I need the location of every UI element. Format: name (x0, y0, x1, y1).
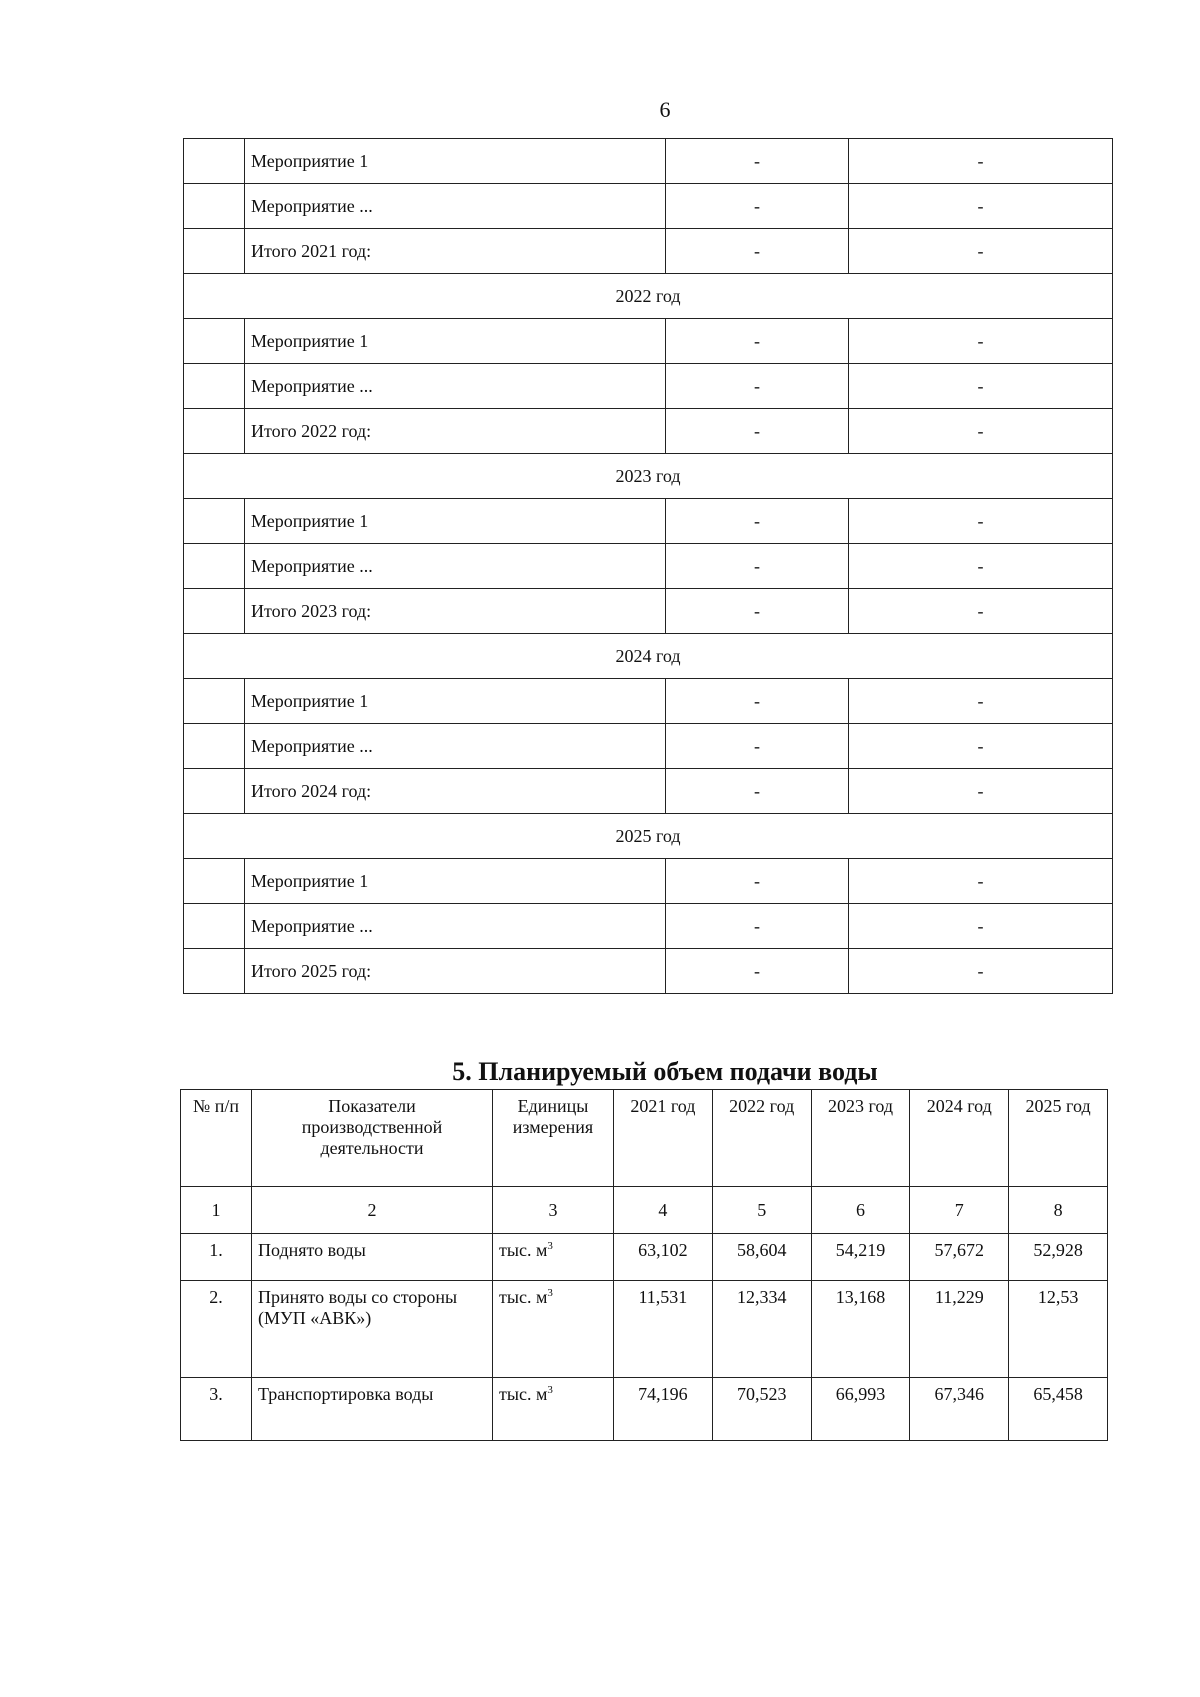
table-row (184, 724, 1113, 769)
unit-exponent: 3 (547, 1240, 553, 1252)
index-cell (184, 184, 245, 229)
index-cell (184, 589, 245, 634)
header-indicator: Показатели производственной деятельности (252, 1090, 493, 1187)
index-cell (184, 769, 245, 814)
measure-name: Мероприятие ... (245, 724, 666, 769)
unit-text: тыс. м (499, 1240, 548, 1260)
value-2022: 12,334 (712, 1281, 811, 1378)
section-title: 5. Планируемый объем подачи воды (452, 1057, 878, 1086)
index-cell (184, 499, 245, 544)
value-cell: - (666, 859, 849, 904)
year-header-row (184, 814, 1113, 859)
index-cell (184, 319, 245, 364)
unit-text: тыс. м (499, 1287, 548, 1307)
value-2021: 11,531 (614, 1281, 713, 1378)
column-number-row (181, 1187, 1108, 1234)
header-2025: 2025 год (1009, 1090, 1108, 1187)
column-number: 6 (811, 1187, 910, 1234)
measure-name: Мероприятие 1 (245, 859, 666, 904)
index-cell (184, 139, 245, 184)
table-row (184, 544, 1113, 589)
value-2025: 12,53 (1009, 1281, 1108, 1378)
value-2021: 74,196 (614, 1378, 713, 1441)
value-cell: - (849, 904, 1113, 949)
value-2024: 67,346 (910, 1378, 1009, 1441)
value-cell: - (849, 769, 1113, 814)
value-2022: 58,604 (712, 1234, 811, 1281)
value-cell: - (666, 139, 849, 184)
column-number: 4 (614, 1187, 713, 1234)
value-cell: - (849, 949, 1113, 994)
table-row (184, 499, 1113, 544)
table-row (181, 1281, 1108, 1378)
measure-name: Мероприятие ... (245, 904, 666, 949)
value-cell: - (849, 679, 1113, 724)
header-2024: 2024 год (910, 1090, 1009, 1187)
measure-name: Мероприятие 1 (245, 499, 666, 544)
header-row (181, 1090, 1108, 1187)
indicator-name: Поднято воды (252, 1234, 493, 1281)
table-row (184, 589, 1113, 634)
measure-name: Мероприятие 1 (245, 679, 666, 724)
value-cell: - (666, 544, 849, 589)
value-cell: - (666, 409, 849, 454)
measure-total: Итого 2024 год: (245, 769, 666, 814)
index-cell (184, 679, 245, 724)
value-cell: - (849, 544, 1113, 589)
header-unit: Единицы измерения (493, 1090, 614, 1187)
year-label: 2025 год (184, 814, 1113, 859)
index-cell (184, 949, 245, 994)
index-cell (184, 364, 245, 409)
measure-name: Мероприятие ... (245, 184, 666, 229)
unit-exponent: 3 (547, 1287, 553, 1299)
value-cell: - (666, 319, 849, 364)
value-cell: - (849, 589, 1113, 634)
value-cell: - (666, 184, 849, 229)
unit-exponent: 3 (547, 1384, 553, 1396)
column-number: 8 (1009, 1187, 1108, 1234)
unit-cell (493, 1281, 614, 1378)
header-2023: 2023 год (811, 1090, 910, 1187)
year-label: 2023 год (184, 454, 1113, 499)
index-cell (184, 724, 245, 769)
index-cell (184, 904, 245, 949)
table-row (184, 949, 1113, 994)
column-number: 2 (252, 1187, 493, 1234)
table-row (184, 859, 1113, 904)
year-header-row (184, 274, 1113, 319)
water-supply-table (180, 1089, 1108, 1441)
header-2022: 2022 год (712, 1090, 811, 1187)
value-2024: 57,672 (910, 1234, 1009, 1281)
value-2025: 52,928 (1009, 1234, 1108, 1281)
value-cell: - (849, 319, 1113, 364)
column-number: 7 (910, 1187, 1009, 1234)
index-cell (184, 544, 245, 589)
value-2023: 13,168 (811, 1281, 910, 1378)
column-number: 3 (493, 1187, 614, 1234)
column-number: 5 (712, 1187, 811, 1234)
header-2021: 2021 год (614, 1090, 713, 1187)
table-row (184, 364, 1113, 409)
row-number: 1. (181, 1234, 252, 1281)
value-2023: 66,993 (811, 1378, 910, 1441)
column-number: 1 (181, 1187, 252, 1234)
table-row (184, 769, 1113, 814)
unit-cell (493, 1234, 614, 1281)
year-label: 2022 год (184, 274, 1113, 319)
table-row (184, 184, 1113, 229)
value-cell: - (666, 949, 849, 994)
value-2023: 54,219 (811, 1234, 910, 1281)
value-cell: - (666, 229, 849, 274)
table-row (184, 229, 1113, 274)
measure-total: Итого 2025 год: (245, 949, 666, 994)
table-row (181, 1378, 1108, 1441)
unit-text: тыс. м (499, 1384, 548, 1404)
row-number: 2. (181, 1281, 252, 1378)
value-cell: - (849, 859, 1113, 904)
table-row (181, 1234, 1108, 1281)
indicator-name: Транспортировка воды (252, 1378, 493, 1441)
table-row (184, 139, 1113, 184)
value-cell: - (666, 904, 849, 949)
row-number: 3. (181, 1378, 252, 1441)
value-cell: - (849, 139, 1113, 184)
value-cell: - (666, 364, 849, 409)
measure-total: Итого 2021 год: (245, 229, 666, 274)
measure-total: Итого 2022 год: (245, 409, 666, 454)
value-cell: - (666, 499, 849, 544)
value-cell: - (849, 724, 1113, 769)
value-cell: - (666, 589, 849, 634)
index-cell (184, 229, 245, 274)
value-cell: - (849, 409, 1113, 454)
value-cell: - (849, 364, 1113, 409)
year-label: 2024 год (184, 634, 1113, 679)
table-row (184, 679, 1113, 724)
measure-name: Мероприятие ... (245, 364, 666, 409)
measure-name: Мероприятие ... (245, 544, 666, 589)
year-header-row (184, 454, 1113, 499)
value-2024: 11,229 (910, 1281, 1009, 1378)
measure-name: Мероприятие 1 (245, 319, 666, 364)
year-header-row (184, 634, 1113, 679)
value-cell: - (666, 679, 849, 724)
value-2022: 70,523 (712, 1378, 811, 1441)
header-num: № п/п (181, 1090, 252, 1187)
table-row (184, 904, 1113, 949)
table-row (184, 319, 1113, 364)
measure-total: Итого 2023 год: (245, 589, 666, 634)
value-cell: - (666, 769, 849, 814)
value-2021: 63,102 (614, 1234, 713, 1281)
value-cell: - (849, 499, 1113, 544)
index-cell (184, 859, 245, 904)
value-cell: - (666, 724, 849, 769)
value-cell: - (849, 184, 1113, 229)
unit-cell (493, 1378, 614, 1441)
measures-table (183, 138, 1113, 994)
page-number: 6 (659, 97, 671, 122)
table-row (184, 409, 1113, 454)
value-cell: - (849, 229, 1113, 274)
measure-name: Мероприятие 1 (245, 139, 666, 184)
index-cell (184, 409, 245, 454)
indicator-name: Принято воды со стороны (МУП «АВК») (252, 1281, 493, 1378)
value-2025: 65,458 (1009, 1378, 1108, 1441)
